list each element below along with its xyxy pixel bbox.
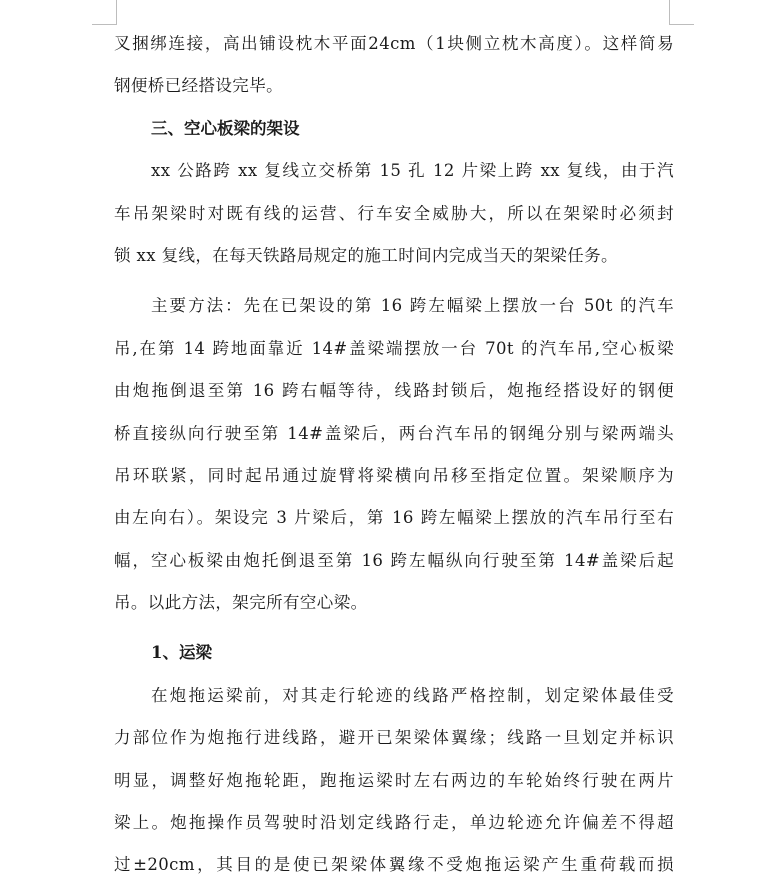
paragraph-line: 吊。以此方法，架完所有空心梁。: [114, 593, 368, 613]
paragraph-line: 由炮拖倒退至第 16 跨右幅等待，线路封锁后，炮拖经搭设好的钢便: [114, 381, 674, 401]
crop-mark-top-right: [669, 0, 694, 25]
paragraph-line: xx 公路跨 xx 复线立交桥第 15 孔 12 片梁上跨 xx 复线，由于汽: [151, 161, 674, 181]
section-heading: 三、空心板梁的架设: [151, 118, 300, 138]
paragraph-line: 吊,在第 14 跨地面靠近 14#盖梁端摆放一台 70t 的汽车吊,空心板梁: [114, 338, 674, 358]
paragraph-line: 车吊架梁时对既有线的运营、行车安全威胁大，所以在架梁时必须封: [114, 203, 674, 223]
paragraph-line: 在炮拖运梁前，对其走行轮迹的线路严格控制，划定梁体最佳受: [151, 685, 674, 705]
paragraph-line: 明显，调整好炮拖轮距，跑拖运梁时左右两边的车轮始终行驶在两片: [114, 770, 674, 790]
paragraph-line: 锁 xx 复线，在每天铁路局规定的施工时间内完成当天的架梁任务。: [114, 245, 618, 265]
paragraph-line: 梁上。炮拖操作员驾驶时沿划定线路行走，单边轮迹允许偏差不得超: [114, 813, 674, 833]
crop-mark-top-left: [92, 0, 117, 25]
subsection-heading: 1、运梁: [151, 643, 212, 663]
paragraph-line: 钢便桥已经搭设完毕。: [114, 76, 283, 96]
paragraph-line: 由左向右）。架设完 3 片梁后，第 16 跨左幅梁上摆放的汽车吊行至右: [114, 508, 674, 528]
paragraph-line: 力部位作为炮拖行进线路，避开已架梁体翼缘；线路一旦划定并标识: [114, 728, 674, 748]
paragraph-line: 桥直接纵向行驶至第 14#盖梁后，两台汽车吊的钢绳分别与梁两端头: [114, 423, 674, 443]
paragraph-line: 过±20cm，其目的是使已架梁体翼缘不受炮拖运梁产生重荷载而损: [114, 855, 674, 875]
paragraph-line: 主要方法：先在已架设的第 16 跨左幅梁上摆放一台 50t 的汽车: [151, 296, 674, 316]
paragraph-line: 叉捆绑连接，高出铺设枕木平面24cm（1块侧立枕木高度）。这样简易: [114, 34, 674, 53]
document-body: [114, 23, 674, 887]
paragraph-line: 吊环联紧，同时起吊通过旋臂将梁横向吊移至指定位置。架梁顺序为: [114, 465, 674, 485]
paragraph-line: 幅，空心板梁由炮托倒退至第 16 跨左幅纵向行驶至第 14#盖梁后起: [114, 550, 674, 570]
